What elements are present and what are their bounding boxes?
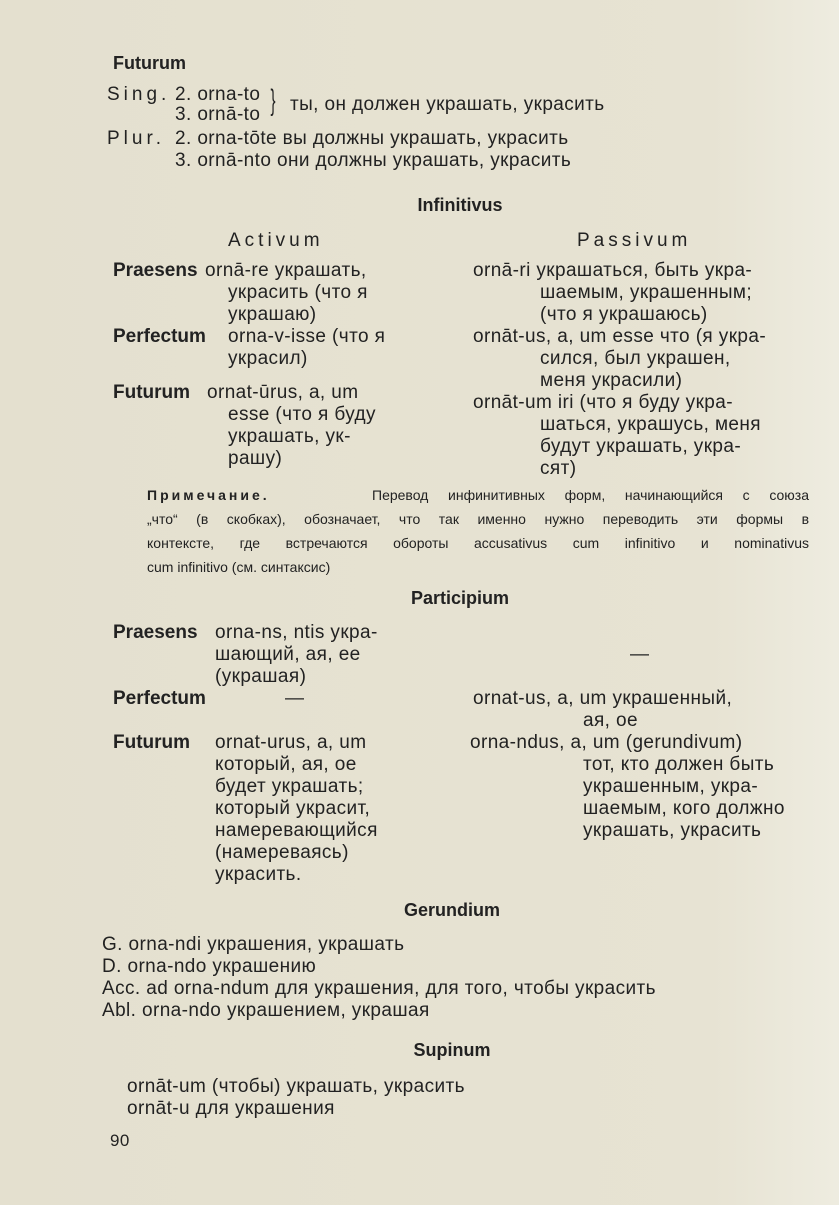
page-number: 90 <box>110 1131 130 1150</box>
praesens-passive-line: (что я украшаюсь) <box>540 304 708 325</box>
perfectum-active-line: украсил) <box>228 348 308 369</box>
futurum-passive-line: шаться, украшусь, меня <box>540 414 761 435</box>
note-line: контексте, где встречаются обороты accusativus cum infinitivo и nominativus <box>147 535 809 551</box>
futurum-passive-line: тот, кто должен быть <box>583 754 775 775</box>
praesens-label: Praesens <box>113 260 198 281</box>
futurum-active-line: который, ая, ое <box>215 754 357 775</box>
futurum-passive-line: ornāt-um iri (что я буду укра- <box>473 392 733 413</box>
perfectum-passive-line: ornat-us, a, um украшенный, <box>473 688 733 709</box>
sing-2-form: 2. orna-to <box>175 84 261 105</box>
sing-3-form: 3. ornā-to <box>175 104 261 125</box>
futurum-active-line: ornat-ūrus, a, um <box>207 382 359 403</box>
futurum-active-line: намеревающийся <box>215 820 378 841</box>
gerundium-line: G. orna-ndi украшения, украшать <box>102 934 405 955</box>
praesens-active-line: orna-ns, ntis укра- <box>215 622 378 643</box>
praesens-passive-dash: — <box>630 644 650 665</box>
futurum-active-line: будет украшать; <box>215 776 364 797</box>
activum-heading: Activum <box>228 230 324 251</box>
praesens-active-line: украшаю) <box>228 304 317 325</box>
futurum-passive-line: сят) <box>540 458 577 479</box>
praesens-passive-line: шаемым, украшенным; <box>540 282 753 303</box>
futurum-passive-line: украшенным, укра- <box>583 776 759 797</box>
note-line: Перевод инфинитивных форм, начинающийся с союза <box>372 487 809 503</box>
futurum-active-line: esse (что я буду <box>228 404 376 425</box>
section-title-participium: Participium <box>410 588 510 608</box>
gerundium-line: D. orna-ndo украшению <box>102 956 317 977</box>
section-title-gerundium: Gerundium <box>403 900 501 920</box>
note-label: Примечание. <box>147 487 270 503</box>
praesens-label: Praesens <box>113 622 198 643</box>
futurum-active-line: рашу) <box>228 448 283 469</box>
plur-3-row: 3. ornā-nto они должны украшать, украсить <box>175 150 572 171</box>
perfectum-passive-line: ая, ое <box>583 710 638 731</box>
futurum-passive-line: orna-ndus, a, um (gerundivum) <box>470 732 743 753</box>
futurum-active-line: ornat-urus, a, um <box>215 732 367 753</box>
praesens-active-line: украсить (что я <box>228 282 368 303</box>
futurum-passive-line: украшать, украсить <box>583 820 762 841</box>
praesens-passive-line: ornā-ri украшаться, быть укра- <box>473 260 753 281</box>
supinum-line: ornāt-u для украшения <box>127 1098 335 1119</box>
praesens-active-line: шающий, ая, ее <box>215 644 361 665</box>
section-title-supinum: Supinum <box>413 1040 491 1060</box>
futurum-label: Futurum <box>113 382 191 403</box>
brace: } <box>270 84 276 117</box>
note-line: cum infinitivo (см. синтаксис) <box>147 559 331 575</box>
futurum-active-line: украшать, ук- <box>228 426 351 447</box>
gerundium-line: Abl. orna-ndo украшением, украшая <box>102 1000 430 1021</box>
passivum-heading: Passivum <box>577 230 692 251</box>
note-line: „что“ (в скобках), обозначает, что так именно нужно переводить эти формы в <box>147 511 809 527</box>
sing-translation: ты, он должен украшать, украсить <box>290 94 605 115</box>
perfectum-label: Perfectum <box>113 688 206 709</box>
praesens-active-line: ornā-re украшать, <box>205 260 367 281</box>
perfectum-label: Perfectum <box>113 326 206 347</box>
plur-label: Plur. <box>107 128 166 149</box>
sing-label: Sing. <box>107 84 171 105</box>
perfectum-passive-line: ornāt-us, a, um esse что (я укра- <box>473 326 767 347</box>
futurum-passive-line: шаемым, кого должно <box>583 798 785 819</box>
perfectum-passive-line: сился, был украшен, <box>540 348 731 369</box>
perfectum-passive-line: меня украсили) <box>540 370 683 391</box>
perfectum-active-dash: — <box>285 688 305 709</box>
futurum-active-line: украсить. <box>215 864 302 885</box>
futurum-passive-line: будут украшать, укра- <box>540 436 742 457</box>
futurum-active-line: (намереваясь) <box>215 842 349 863</box>
futurum-label: Futurum <box>113 732 191 753</box>
section-title-futurum: Futurum <box>113 53 186 73</box>
perfectum-active-line: orna-v-isse (что я <box>228 326 386 347</box>
futurum-active-line: который украсит, <box>215 798 371 819</box>
plur-2-row: 2. orna-tōte вы должны украшать, украсить <box>175 128 569 149</box>
gerundium-line: Acc. ad orna-ndum для украшения, для того, чтобы украсить <box>102 978 656 999</box>
praesens-active-line: (украшая) <box>215 666 307 687</box>
supinum-line: ornāt-um (чтобы) украшать, украсить <box>127 1076 465 1097</box>
section-title-infinitivus: Infinitivus <box>417 195 503 215</box>
